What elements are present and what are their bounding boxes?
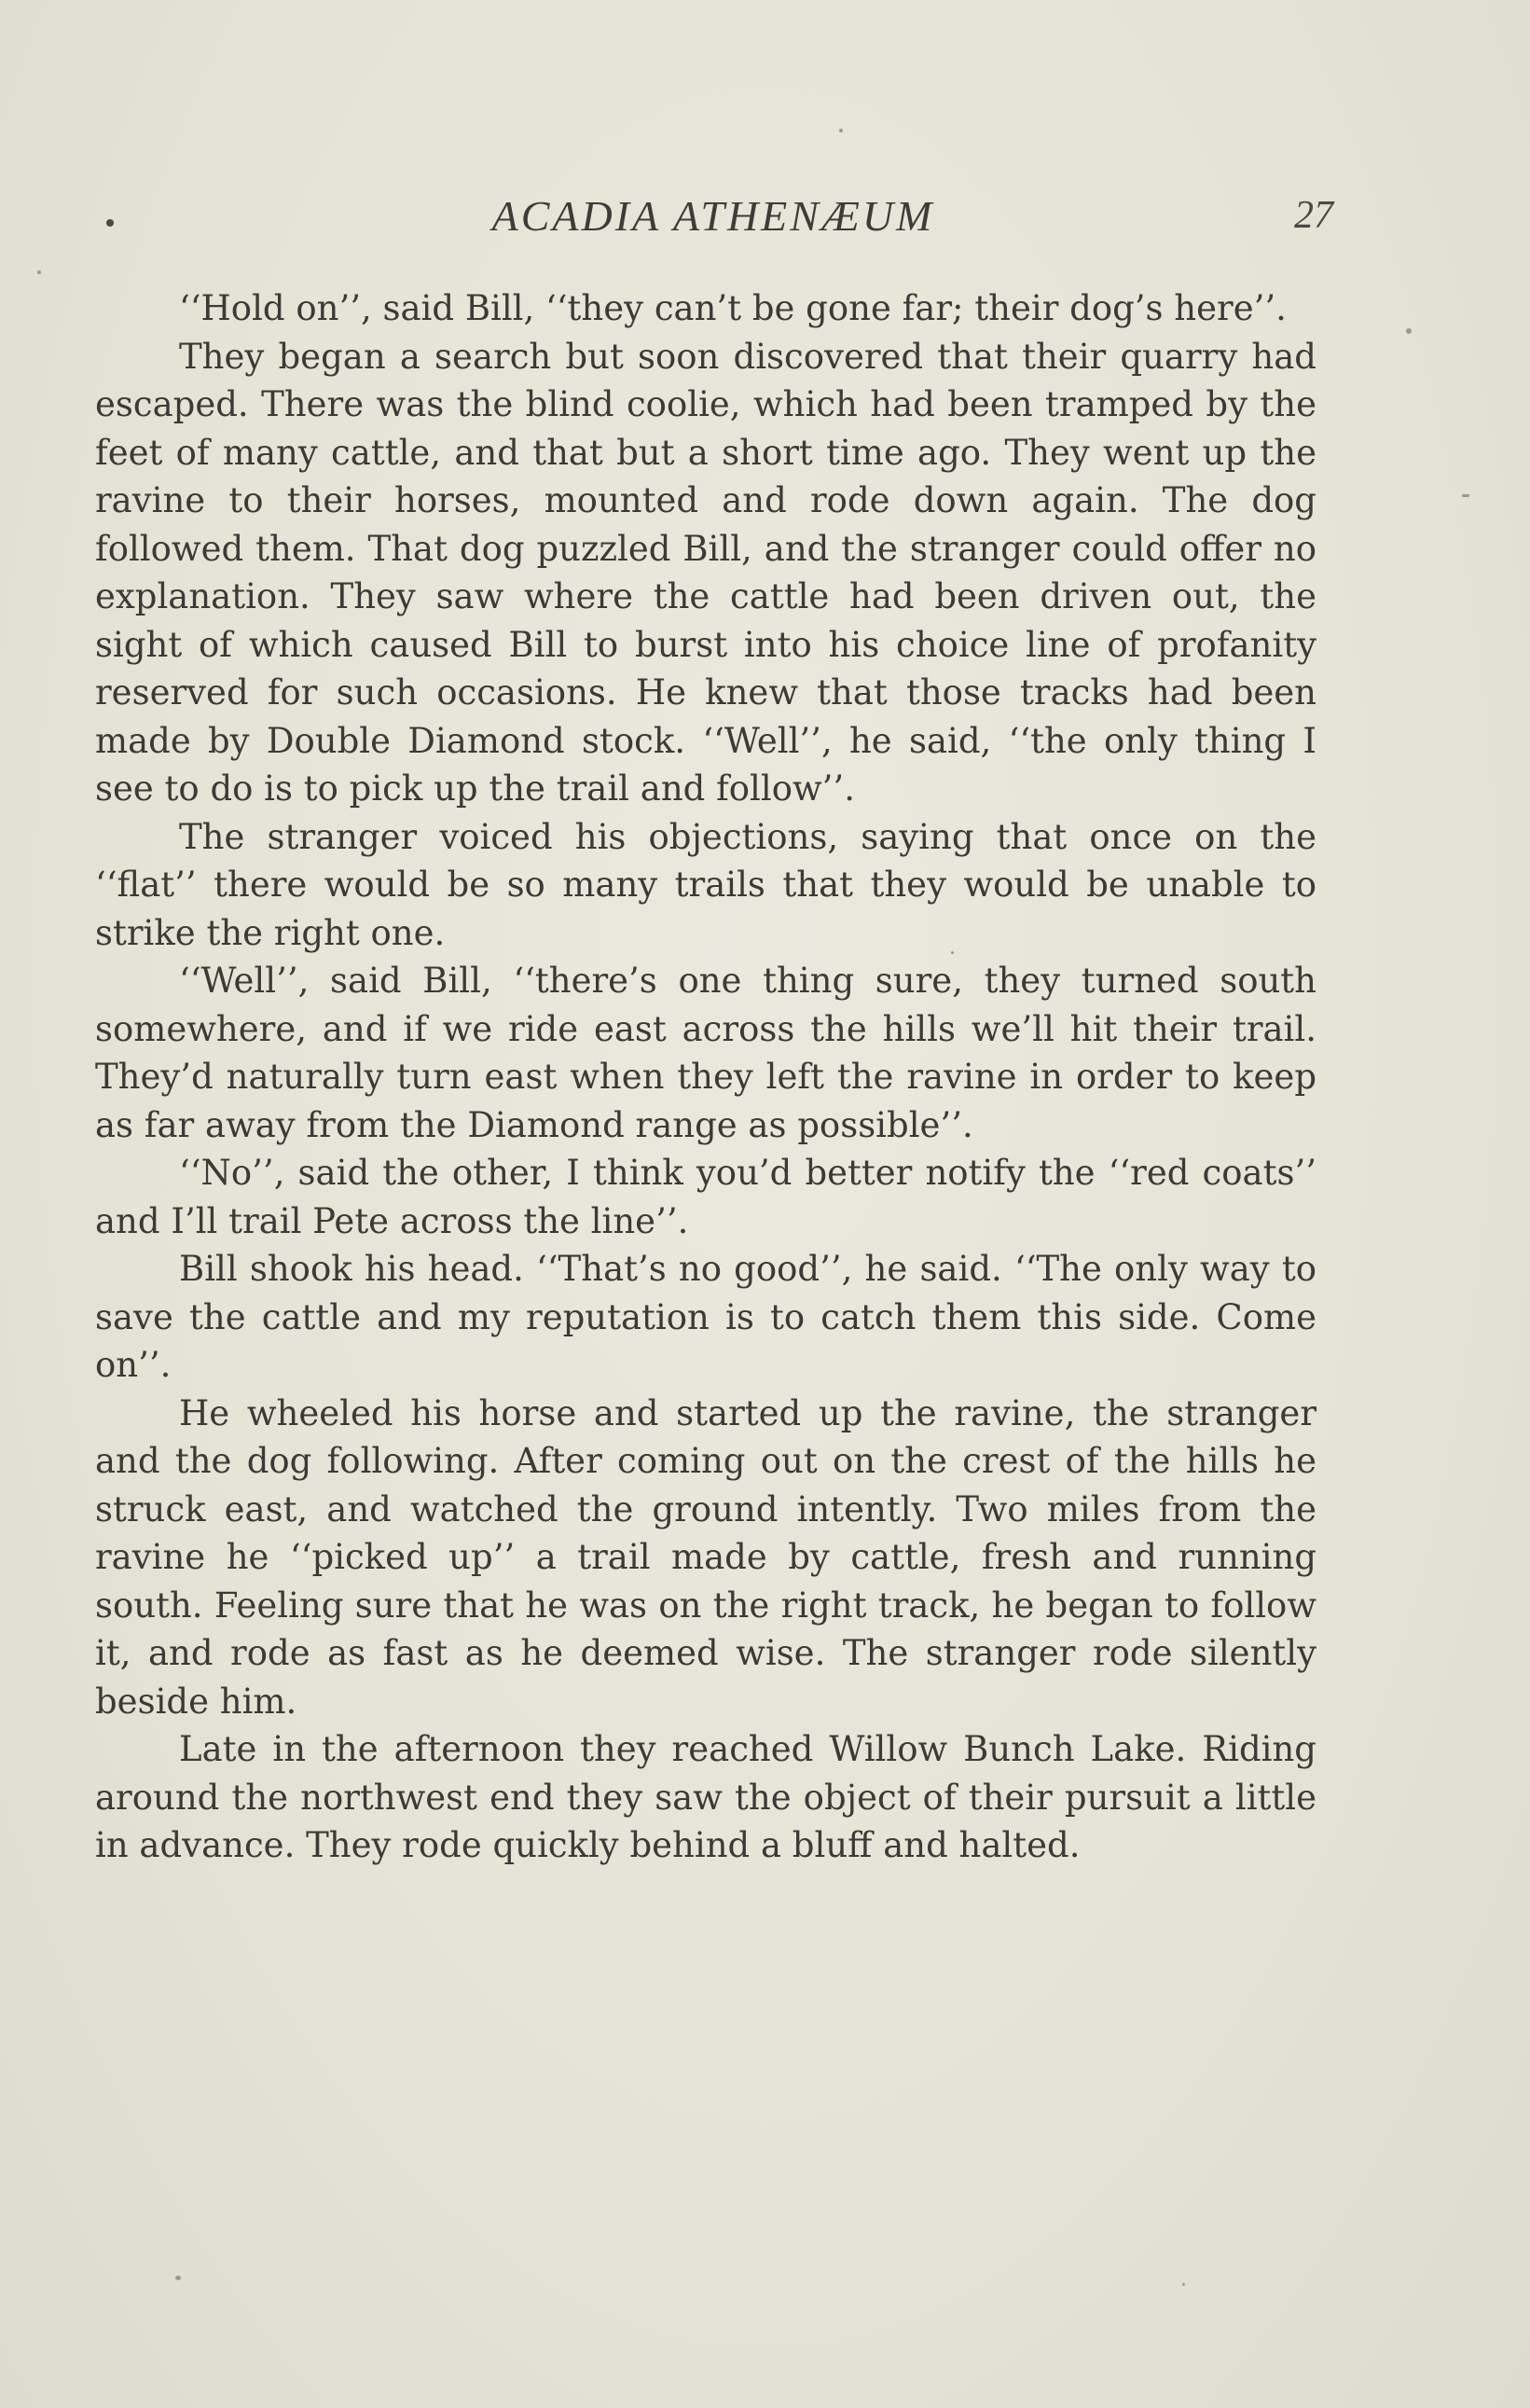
- paper-speck: [951, 951, 954, 954]
- article-body: [95, 284, 1316, 1870]
- running-header: [93, 191, 1333, 247]
- paper-speck: [175, 2276, 181, 2280]
- paragraph-7: He wheeled his horse and started up the ravine, the stranger and the dog following. After coming out on the crest of the hills he struck east, and watched the ground intently. Two miles from the ravine he ‘‘picked up’’ a trail made by cattle, fresh and running south. Feeling sure that he was on the right track, he began to follow it, and rode as fast as he deemed wise. The stranger rode silently beside him.: [95, 1392, 1316, 1722]
- paragraph-5: ‘‘No’’, said the other, I think you’d better notify the ‘‘red coats’’ and I’ll trail Pete across the line’’.: [95, 1153, 1316, 1241]
- paragraph-4: ‘‘Well’’, said Bill, ‘‘there’s one thing sure, they turned south somewhere, and if we ride east across the hills we’ll hit their trail. They’d naturally turn east when they left the ravine in order to keep as far away from the Diamond range as possible’’.: [95, 961, 1316, 1145]
- paragraph-3: The stranger voiced his objections, saying that once on the ‘‘flat’’ there would be so many trails that they would be unable to strike the right one.: [95, 816, 1316, 953]
- page-number: 27: [1294, 194, 1333, 237]
- paragraph-8: Late in the afternoon they reached Willow Bunch Lake. Riding around the northwest end they saw the object of their pursuit a little in advance. They rode quickly behind a bluff and halted.: [95, 1729, 1316, 1865]
- paragraph-1: ‘‘Hold on’’, said Bill, ‘‘they can’t be gone far; their dog’s here’’.: [179, 288, 1287, 328]
- paper-speck: [37, 270, 41, 274]
- paragraph-2: They began a search but soon discovered that their quarry had escaped. There was the blind coolie, which had been tramped by the feet of many cattle, and that but a short time ago. They went up the ravine to their horses, mounted and rode down again. The dog followed them. That dog puzzled Bill, and the stranger could offer no explanation. They saw where the cattle had been driven out, the sight of which caused Bill to burst into his choice line of profanity reserved for such occasions. He knew that those tracks had been made by Double Diamond stock. ‘‘Well’’, he said, ‘‘the only thing I see to do is to pick up the trail and follow’’.: [95, 336, 1316, 809]
- paper-speck: [1406, 328, 1412, 334]
- paper-speck: [1182, 2283, 1185, 2286]
- paper-speck: [839, 129, 843, 132]
- paragraph-6: Bill shook his head. ‘‘That’s no good’’, he said. ‘‘The only way to save the cattle and my reputation is to catch them this side. Come on’’.: [95, 1249, 1316, 1385]
- journal-title: ACADIA ATHENÆUM: [491, 192, 935, 240]
- paper-speck: [1462, 494, 1469, 497]
